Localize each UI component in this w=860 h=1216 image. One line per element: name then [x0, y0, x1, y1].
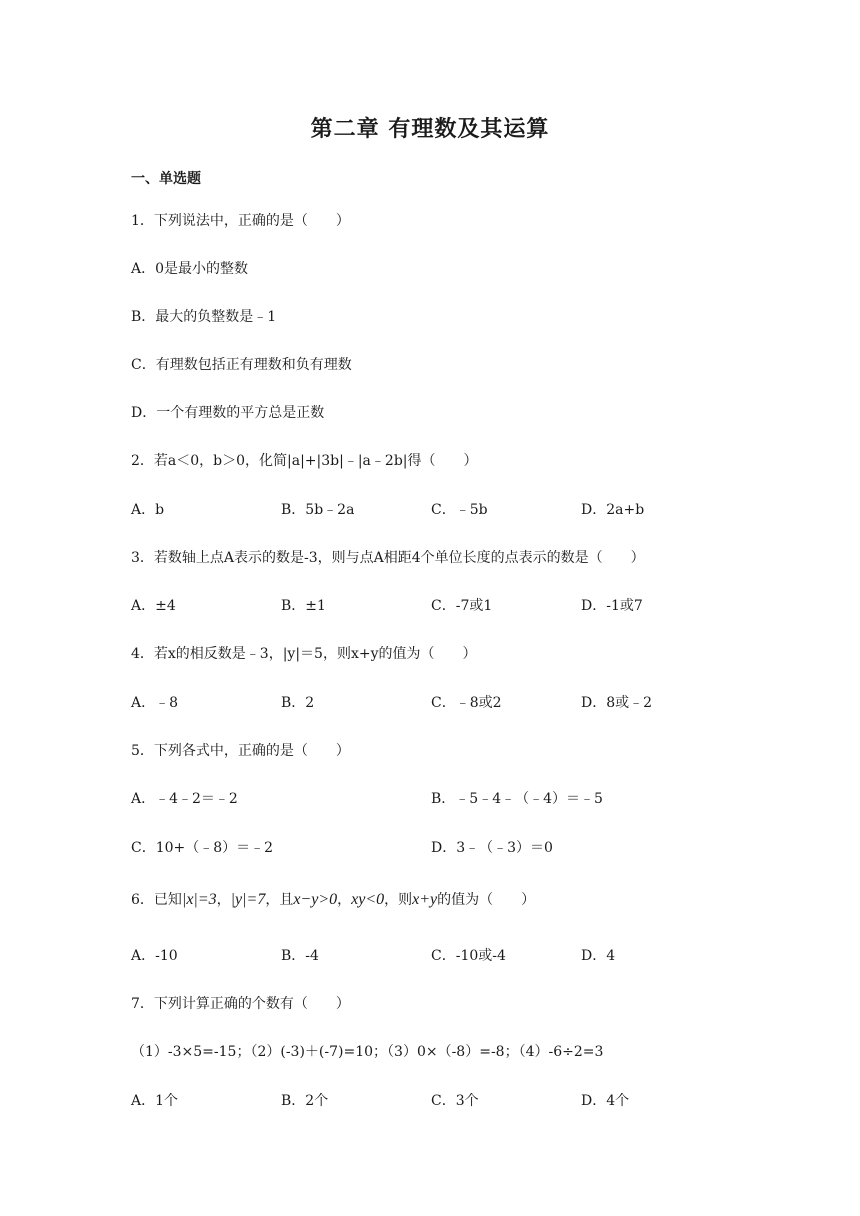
question-2-option-d: D．2a+b [581, 502, 645, 518]
question-2-option-b: B．5b﹣2a [281, 502, 355, 518]
math-abs-x: |x|=3 [181, 891, 217, 908]
question-6-stem-suffix: 的值为（ ） [437, 892, 536, 908]
question-6-option-b: B．-4 [281, 948, 319, 964]
question-7-option-c: C．3个 [431, 1093, 479, 1109]
question-6-option-c: C．-10或-4 [431, 948, 506, 964]
question-4-option-b: B．2 [281, 695, 315, 711]
math-x-minus-y: x−y>0 [293, 891, 338, 908]
question-6-stem-prefix: 6．已知 [131, 892, 182, 908]
question-3-stem: 3．若数轴上点A表示的数是-3，则与点A相距4个单位长度的点表示的数是（ ） [131, 550, 645, 566]
question-7-option-a: A．1个 [131, 1093, 179, 1109]
math-xy: xy<0 [351, 891, 385, 908]
question-5-option-d: D．3﹣（﹣3）＝0 [431, 840, 553, 856]
question-6-option-d: D．4 [581, 948, 616, 964]
question-4-option-c: C．﹣8或2 [431, 695, 502, 711]
question-3-option-c: C．-7或1 [431, 598, 493, 614]
question-2-option-a: A．b [131, 502, 165, 518]
question-5-option-c: C．10+（﹣8）＝﹣2 [131, 840, 274, 856]
question-4-option-d: D．8或﹣2 [581, 695, 653, 711]
question-7-option-b: B．2个 [281, 1093, 329, 1109]
question-7-subitems: （1）-3×5=-15；（2）(-3)＋(-7)=10；（3）0×（-8）=-8；（4）-6÷2=3 [131, 1044, 604, 1060]
question-5-option-b: B．﹣5﹣4﹣（﹣4）＝﹣5 [431, 791, 603, 807]
question-4-stem: 4．若x的相反数是﹣3，|y|＝5，则x+y的值为（ ） [131, 646, 477, 662]
question-1-option-d: D．一个有理数的平方总是正数 [131, 405, 325, 421]
question-2-option-c: C．﹣5b [431, 502, 488, 518]
question-7-stem: 7．下列计算正确的个数有（ ） [131, 996, 350, 1012]
question-6-stem [131, 890, 535, 910]
question-1-option-c: C．有理数包括正有理数和负有理数 [131, 357, 352, 373]
question-6-sep-3: ， [337, 892, 352, 908]
question-5-option-a: A．﹣4﹣2＝﹣2 [131, 791, 238, 807]
math-x-plus-y: x+y [412, 891, 438, 908]
question-7-option-d: D．4个 [581, 1093, 630, 1109]
question-2-stem: 2．若a＜0，b＞0，化简|a|+|3b|﹣|a﹣2b|得（ ） [131, 453, 478, 469]
question-1-stem: 1．下列说法中，正确的是（ ） [131, 213, 350, 229]
question-3-option-b: B．±1 [281, 598, 326, 614]
question-6-sep-4: ，则 [384, 892, 413, 908]
question-4-option-a: A．﹣8 [131, 695, 179, 711]
page-title: 第二章 有理数及其运算 [310, 117, 550, 142]
question-6-sep-1: ， [216, 892, 231, 908]
question-1-option-b: B．最大的负整数是﹣1 [131, 309, 277, 325]
question-5-stem: 5．下列各式中，正确的是（ ） [131, 743, 350, 759]
question-3-option-d: D．-1或7 [581, 598, 643, 614]
question-1-option-a: A．0是最小的整数 [131, 261, 249, 277]
question-6-sep-2: ，且 [265, 892, 294, 908]
question-6-option-a: A．-10 [131, 948, 178, 964]
section-heading: 一、单选题 [131, 171, 201, 187]
math-abs-y: |y|=7 [230, 891, 266, 908]
question-3-option-a: A．±4 [131, 598, 176, 614]
